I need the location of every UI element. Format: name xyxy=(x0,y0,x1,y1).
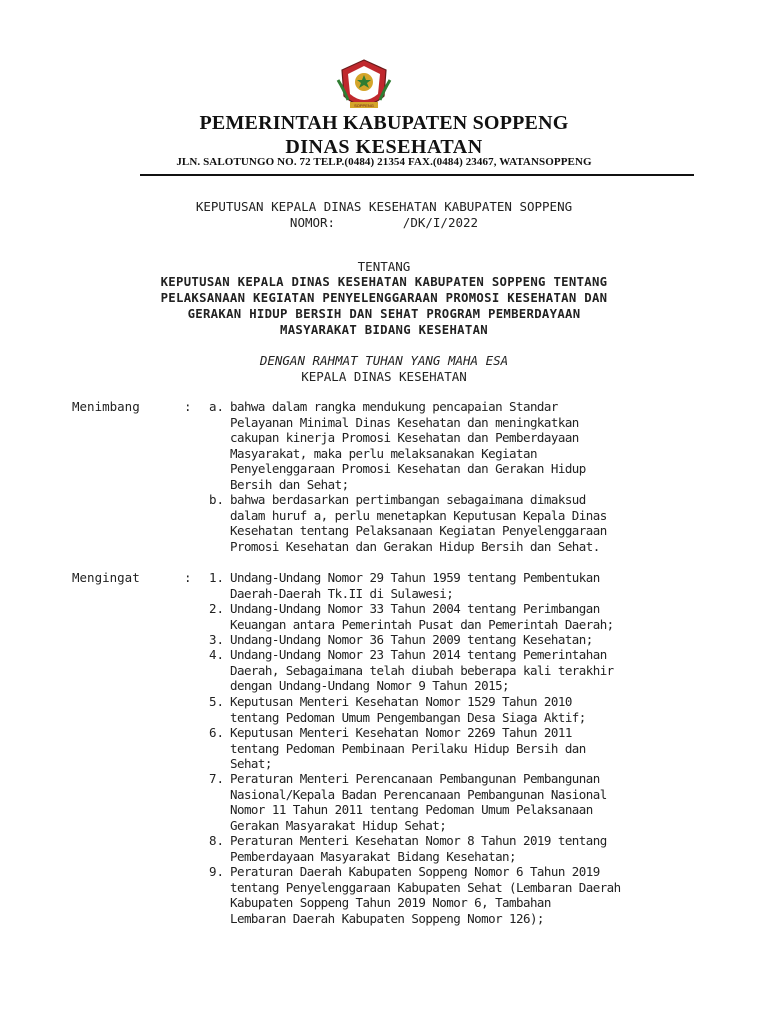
about-label: TENTANG xyxy=(357,259,411,274)
considering-colon: : xyxy=(184,399,192,414)
considering-label: Menimbang xyxy=(72,399,140,414)
logo-caption: SOPPENG xyxy=(354,103,374,108)
item-marker: 3. xyxy=(208,632,224,647)
about-line: KEPUTUSAN KEPALA DINAS KESEHATAN KABUPATEN SOPPENG TENTANG xyxy=(160,275,608,289)
preamble-blessing: DENGAN RAHMAT TUHAN YANG MAHA ESA xyxy=(259,353,509,368)
item-text: bahwa berdasarkan pertimbangan sebagaimana dimaksud dalam huruf a, perlu menetapkan Keputusan Kepala Dinas Kesehatan tentang Pelaksanaan Kegiatan Penyelenggaraan Promosi Kesehatan dan Gerakan Hidup Bersih dan Sehat. xyxy=(230,492,607,554)
item-marker: 4. xyxy=(208,647,224,662)
item-marker: b. xyxy=(208,492,224,507)
item-marker: 8. xyxy=(208,833,224,848)
about-line: GERAKAN HIDUP BERSIH DAN SEHAT PROGRAM PEMBERDAYAAN xyxy=(187,307,581,321)
remembering-label: Mengingat xyxy=(72,570,140,585)
item-marker: 5. xyxy=(208,694,224,709)
item-marker: 6. xyxy=(208,725,224,740)
item-text: Keputusan Menteri Kesehatan Nomor 1529 Tahun 2010 tentang Pedoman Umum Pengembangan Desa Siaga Aktif; xyxy=(230,694,586,725)
item-text: Undang-Undang Nomor 33 Tahun 2004 tentang Perimbangan Keuangan antara Pemerintah Pusat dan Pemerintah Daerah; xyxy=(230,601,614,632)
item-text: Undang-Undang Nomor 23 Tahun 2014 tentang Pemerintahan Daerah, Sebagaimana telah diubah beberapa kali terakhir dengan Undang-Undang Nomor 9 Tahun 2015; xyxy=(230,647,614,693)
item-marker: 7. xyxy=(208,771,224,786)
item-marker: a. xyxy=(208,399,224,414)
letterhead-agency: DINAS KESEHATAN xyxy=(285,136,483,158)
letterhead-address: JLN. SALOTUNGO NO. 72 TELP.(0484) 21354 FAX.(0484) 23467, WATANSOPPENG xyxy=(176,156,592,168)
item-text: Peraturan Menteri Perencanaan Pembangunan Pembangunan Nasional/Kepala Badan Perencanaan Pembangunan Nasional Nomor 11 Tahun 2011 tentang Pedoman Umum Pelaksanaan Gerakan Masyarakat Hidup Sehat; xyxy=(230,771,607,833)
item-text: Undang-Undang Nomor 36 Tahun 2009 tentang Kesehatan; xyxy=(230,632,593,647)
remembering-colon: : xyxy=(184,570,192,585)
decree-number: NOMOR: /DK/I/2022 xyxy=(289,215,479,230)
item-marker: 2. xyxy=(208,601,224,616)
item-marker: 9. xyxy=(208,864,224,879)
letterhead-divider xyxy=(140,174,694,176)
about-line: PELAKSANAAN KEGIATAN PENYELENGGARAAN PROMOSI KESEHATAN DAN xyxy=(160,291,608,305)
item-text: Peraturan Menteri Kesehatan Nomor 8 Tahun 2019 tentang Pemberdayaan Masyarakat Bidang Kesehatan; xyxy=(230,833,607,864)
item-text: Undang-Undang Nomor 29 Tahun 1959 tentang Pembentukan Daerah-Daerah Tk.II di Sulawesi; xyxy=(230,570,600,601)
item-marker: 1. xyxy=(208,570,224,585)
preamble-official: KEPALA DINAS KESEHATAN xyxy=(301,369,467,384)
item-text: Peraturan Daerah Kabupaten Soppeng Nomor 6 Tahun 2019 tentang Penyelenggaraan Kabupaten Sehat (Lembaran Daerah Kabupaten Soppeng Tahun 2019 Nomor 6, Tambahan Lembaran Daerah Kabupaten Soppeng Nomor 126); xyxy=(230,864,621,926)
regency-emblem-logo xyxy=(334,56,394,116)
decree-title: KEPUTUSAN KEPALA DINAS KESEHATAN KABUPATEN SOPPENG xyxy=(195,199,573,214)
letterhead-government: PEMERINTAH KABUPATEN SOPPENG xyxy=(199,112,569,134)
about-line: MASYARAKAT BIDANG KESEHATAN xyxy=(280,323,488,337)
item-text: Keputusan Menteri Kesehatan Nomor 2269 Tahun 2011 tentang Pedoman Pembinaan Perilaku Hidup Bersih dan Sehat; xyxy=(230,725,586,771)
item-text: bahwa dalam rangka mendukung pencapaian Standar Pelayanan Minimal Dinas Kesehatan dan meningkatkan cakupan kinerja Promosi Kesehatan dan Pemberdayaan Masyarakat, maka perlu melaksanakan Kegiatan Penyelenggaraan Promosi Kesehatan dan Gerakan Hidup Bersih dan Sehat; xyxy=(230,399,586,492)
